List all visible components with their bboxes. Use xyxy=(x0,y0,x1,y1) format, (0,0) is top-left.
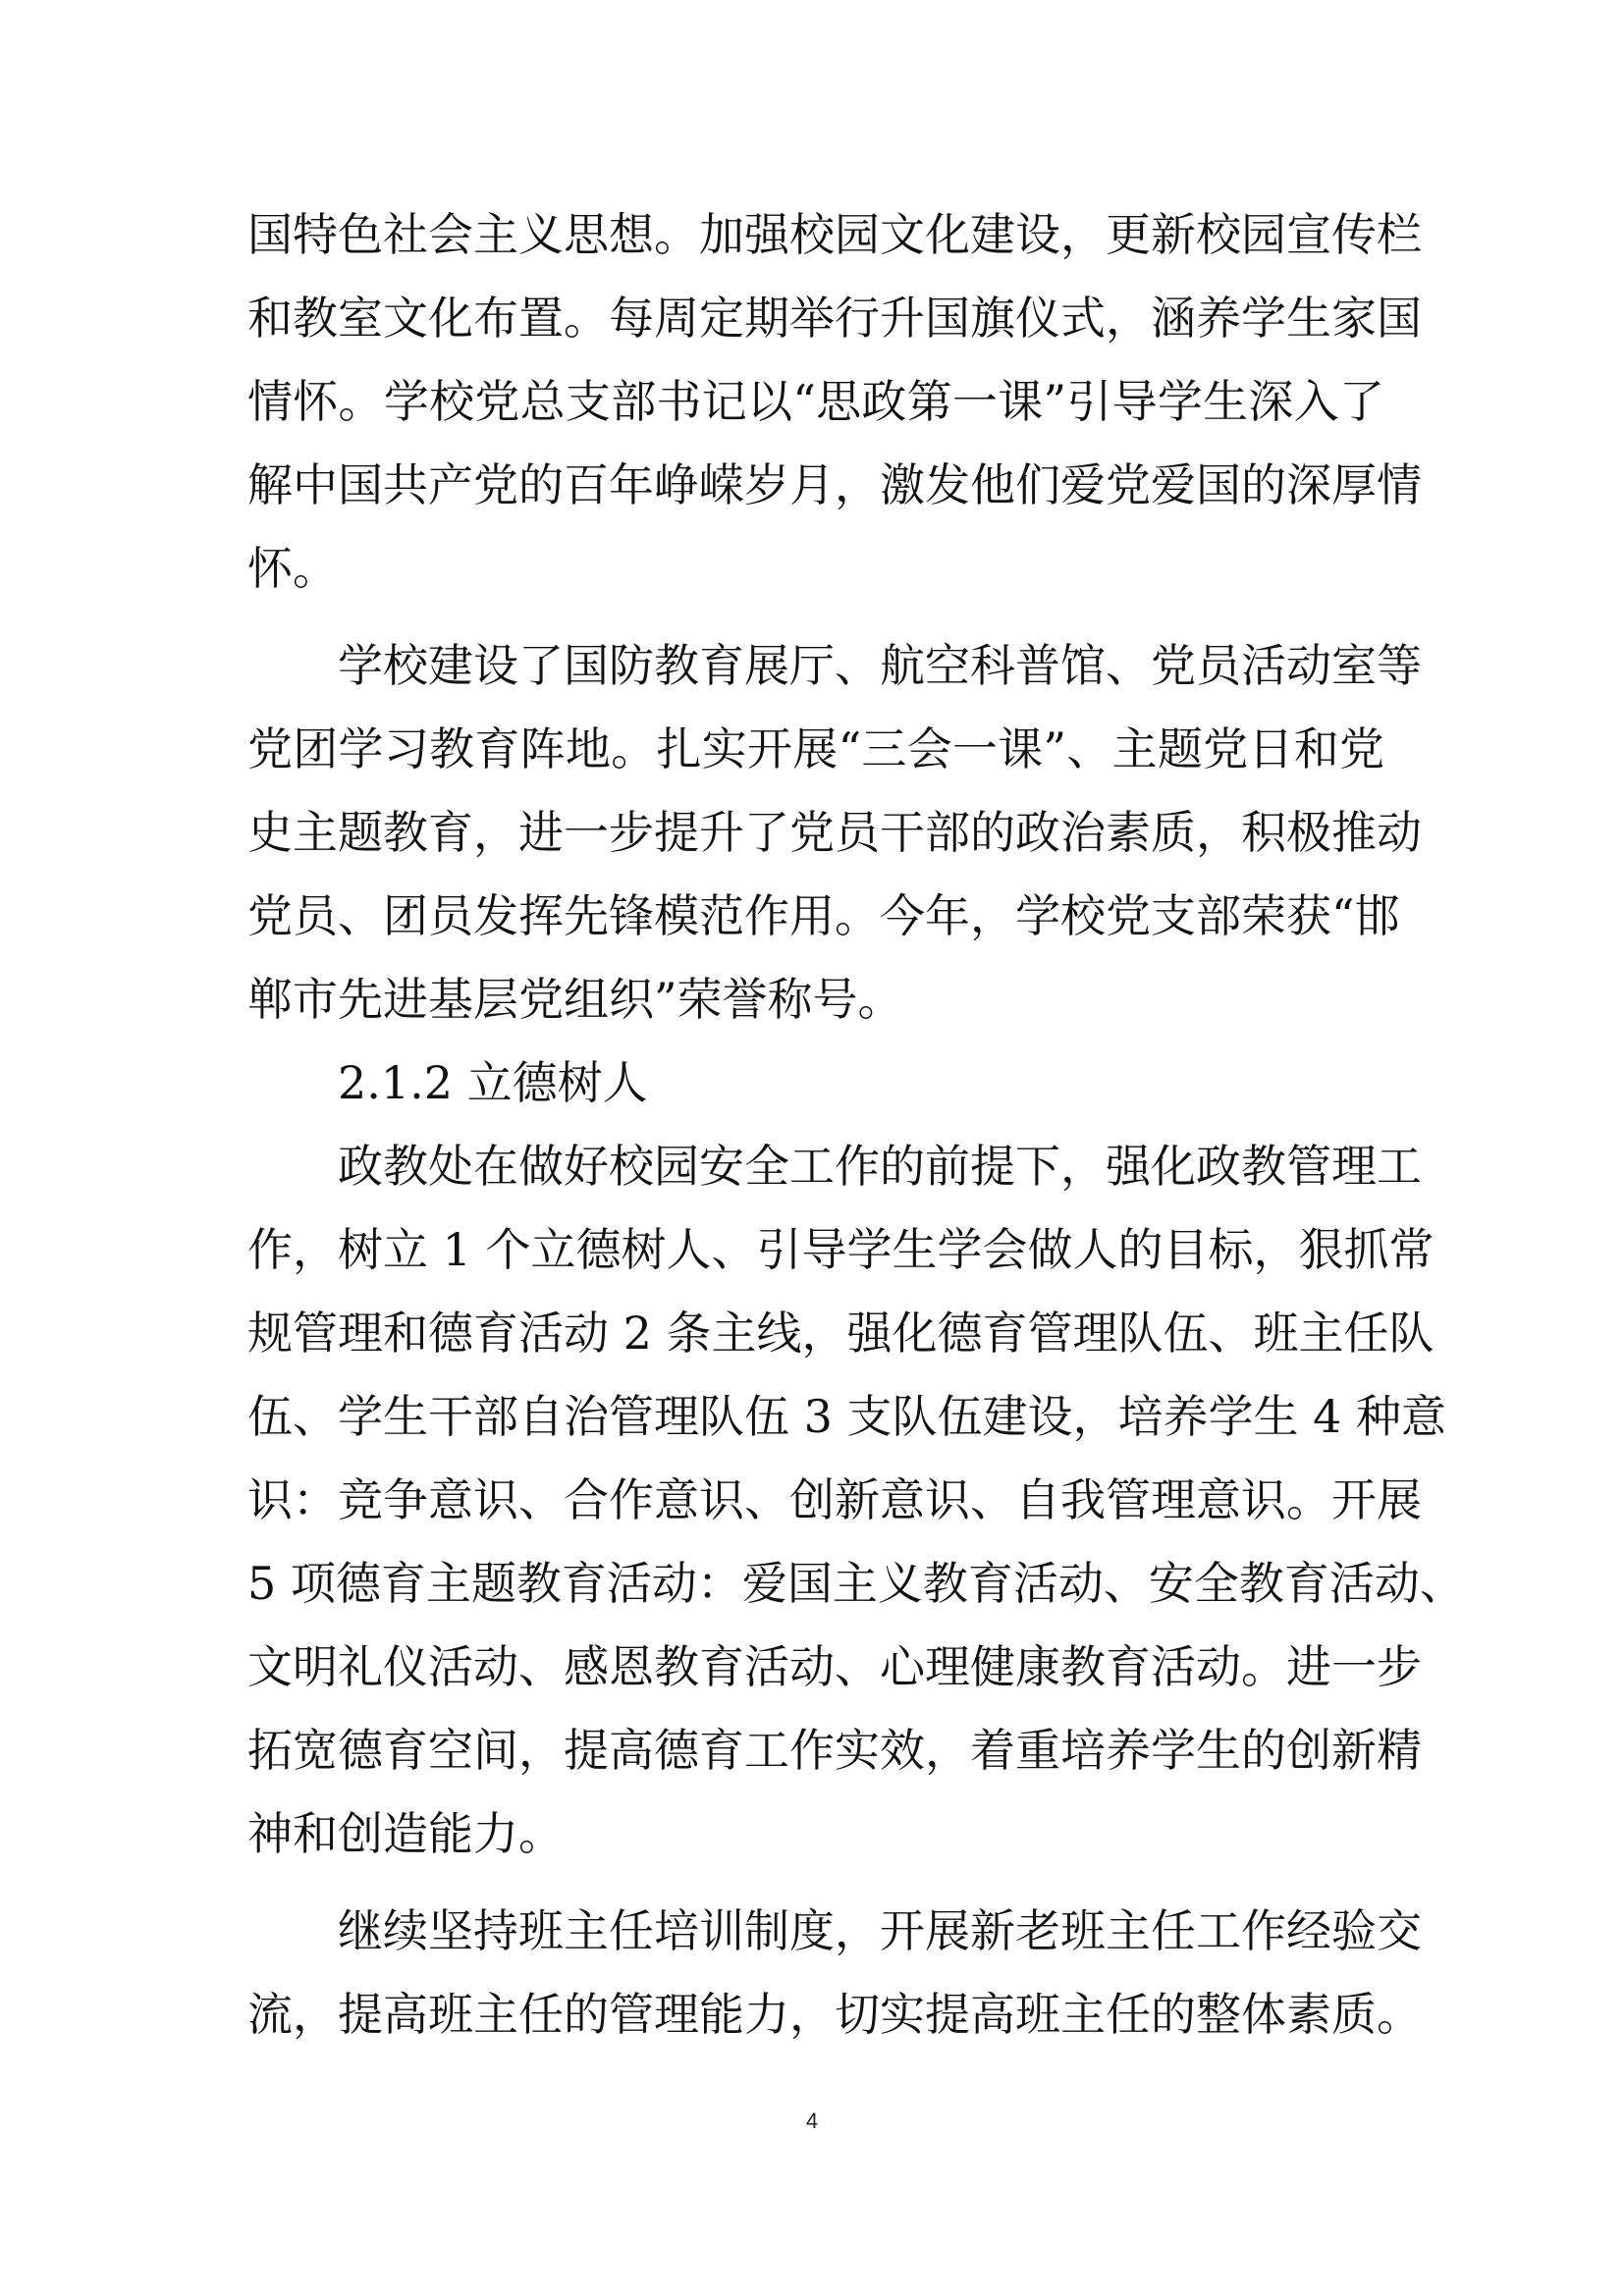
text-line: 5 项德育主题教育活动：爱国主义教育活动、安全教育活动、 xyxy=(247,1557,1465,1610)
text-line: 解中国共产党的百年峥嵘岁月，激发他们爱党爱国的深厚情 xyxy=(247,458,1422,511)
page-number: 4 xyxy=(805,2109,819,2133)
text-line: 神和创造能力。 xyxy=(247,1807,564,1860)
text-line: 作，树立 1 个立德树人、引导学生学会做人的目标，狠抓常 xyxy=(247,1223,1435,1276)
section-heading: 2.1.2 立德树人 xyxy=(338,1056,648,1109)
paragraph-1 xyxy=(247,206,1422,623)
text-line: 拓宽德育空间，提高德育工作实效，着重培养学生的创新精 xyxy=(247,1724,1422,1777)
text-line: 伍、学生干部自治管理队伍 3 支队伍建设，培养学生 4 种意 xyxy=(247,1390,1447,1443)
text-line: 学校建设了国防教育展厅、航空科普馆、党员活动室等 xyxy=(338,639,1422,692)
text-line: 流，提高班主任的管理能力，切实提高班主任的整体素质。 xyxy=(247,1988,1422,2041)
text-line: 党团学习教育阵地。扎实开展“三会一课”、主题党日和党 xyxy=(247,722,1384,775)
text-line: 国特色社会主义思想。加强校园文化建设，更新校园宣传栏 xyxy=(247,208,1422,261)
text-line: 情怀。学校党总支部书记以“思政第一课”引导学生深入了 xyxy=(247,375,1384,428)
text-line: 继续坚持班主任培训制度，开展新老班主任工作经验交 xyxy=(338,1904,1422,1957)
text-line: 文明礼仪活动、感恩教育活动、心理健康教育活动。进一步 xyxy=(247,1640,1422,1693)
paragraph-4 xyxy=(247,1902,1422,2069)
text-line: 郸市先进基层党组织”荣誉称号。 xyxy=(247,973,903,1026)
text-line: 党员、团员发挥先锋模范作用。今年，学校党支部荣获“邯 xyxy=(247,889,1400,942)
text-line: 规管理和德育活动 2 条主线，强化德育管理队伍、班主任队 xyxy=(247,1307,1435,1360)
text-line: 史主题教育，进一步提升了党员干部的政治素质，积极推动 xyxy=(247,806,1422,859)
text-line: 怀。 xyxy=(247,542,338,595)
text-line: 识：竞争意识、合作意识、创新意识、自我管理意识。开展 xyxy=(247,1473,1422,1526)
paragraph-3 xyxy=(247,1138,1465,1889)
text-line: 和教室文化布置。每周定期举行升国旗仪式，涵养学生家国 xyxy=(247,292,1422,345)
body-text xyxy=(247,206,1465,2069)
paragraph-2 xyxy=(247,637,1422,1054)
text-line: 政教处在做好校园安全工作的前提下，强化政教管理工 xyxy=(338,1140,1422,1193)
